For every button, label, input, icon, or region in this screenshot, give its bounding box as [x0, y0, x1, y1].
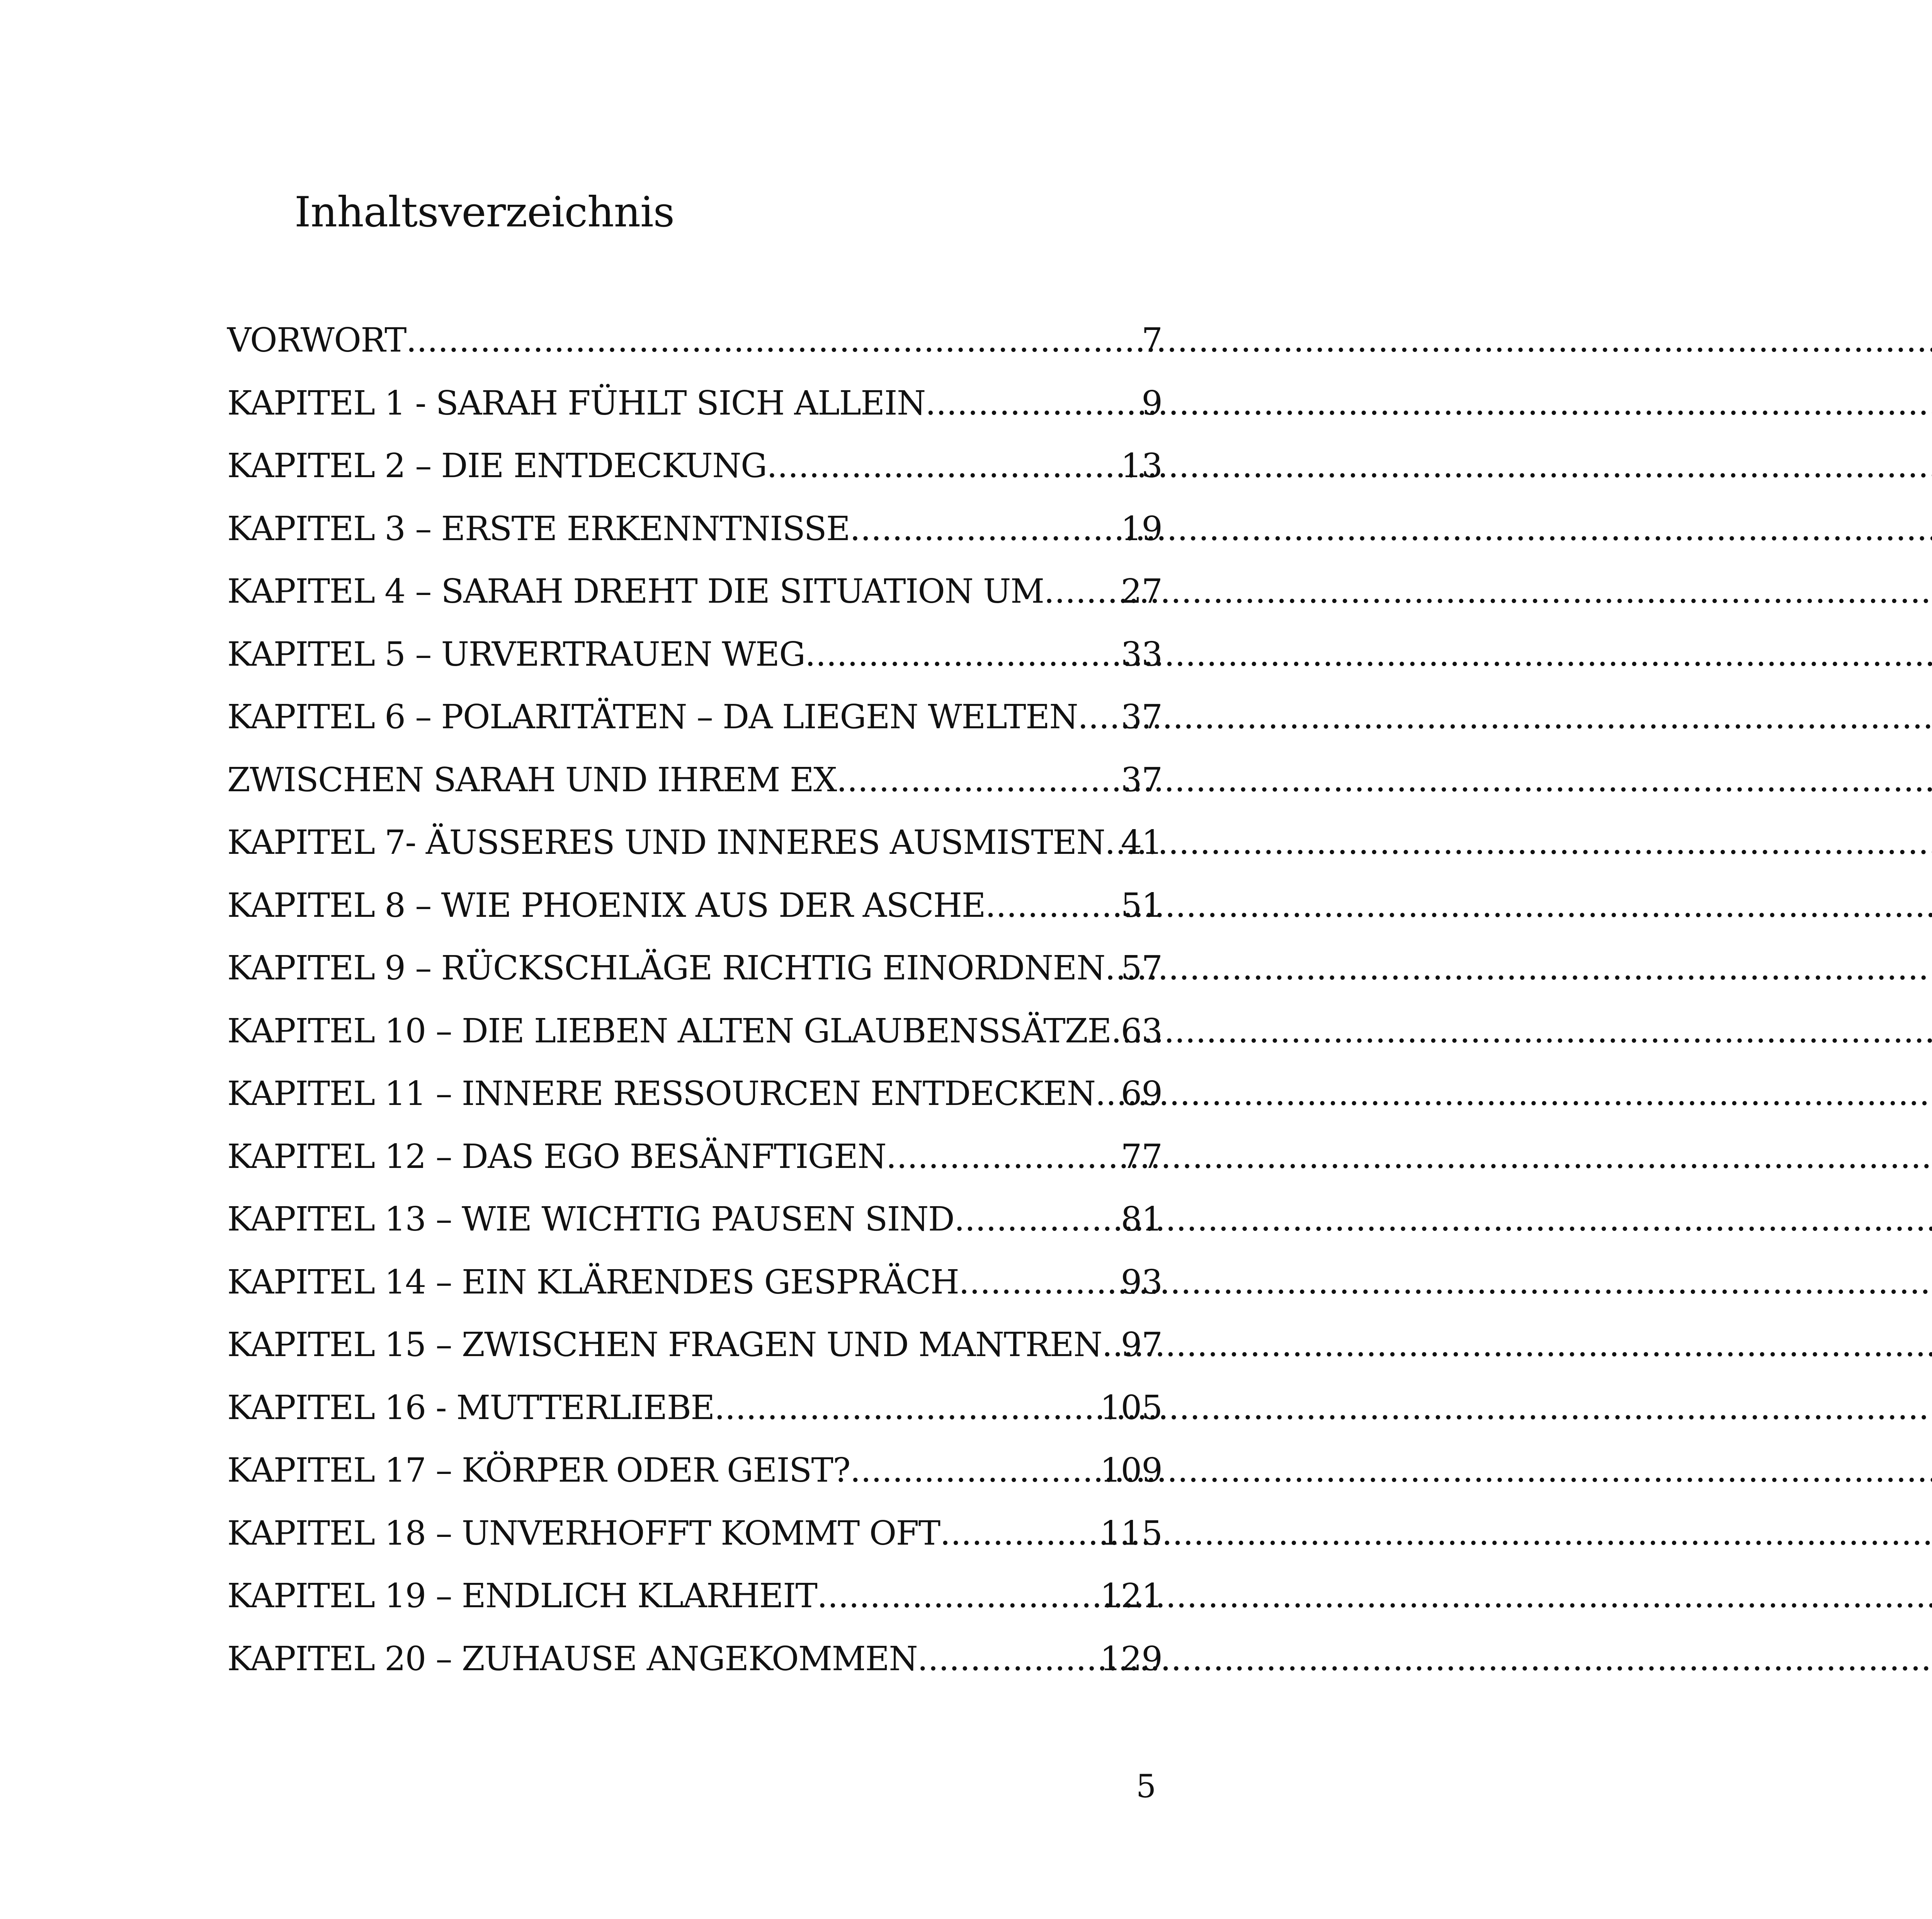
- toc-entry-page: 41: [1121, 823, 1162, 862]
- toc-entry[interactable]: [227, 435, 1162, 498]
- toc-entry-title: KAPITEL 15 – ZWISCHEN FRAGEN UND MANTREN: [227, 1326, 1102, 1364]
- table-of-contents: [227, 309, 1162, 1690]
- toc-entry-page: 37: [1121, 698, 1162, 736]
- toc-entry-title: KAPITEL 18 – UNVERHOFFT KOMMT OFT: [227, 1514, 940, 1553]
- toc-entry-page: 109: [1100, 1451, 1162, 1490]
- toc-entry-page: 33: [1121, 635, 1162, 674]
- toc-entry[interactable]: [227, 1000, 1162, 1063]
- toc-entry-page: 27: [1121, 572, 1162, 611]
- toc-entry-page: 7: [1141, 321, 1162, 360]
- toc-entry-title: KAPITEL 3 – ERSTE ERKENNTNISSE: [227, 509, 850, 548]
- toc-entry-page: 63: [1121, 1011, 1162, 1050]
- toc-entry[interactable]: [227, 749, 1162, 812]
- toc-entry-title: KAPITEL 10 – DIE LIEBEN ALTEN GLAUBENSSÄTZE: [227, 1011, 1111, 1050]
- dot-leader: [1078, 686, 1121, 749]
- toc-entry-page: 121: [1100, 1577, 1162, 1615]
- toc-entry-title: KAPITEL 5 – URVERTRAUEN WEG: [227, 635, 805, 674]
- toc-entry-title: VORWORT: [227, 321, 406, 360]
- toc-entry[interactable]: [227, 1628, 1162, 1691]
- toc-entry-title: KAPITEL 2 – DIE ENTDECKUNG: [227, 447, 767, 485]
- dot-leader: [1105, 811, 1121, 874]
- dot-leader: [886, 1125, 1121, 1188]
- dot-leader: [954, 1188, 1121, 1251]
- toc-entry-page: 97: [1121, 1326, 1162, 1364]
- toc-entry-title: KAPITEL 9 – RÜCKSCHLÄGE RICHTIG EINORDNEN: [227, 949, 1105, 988]
- toc-entry-title: KAPITEL 16 - MUTTERLIEBE: [227, 1388, 714, 1427]
- toc-entry[interactable]: [227, 937, 1162, 1000]
- toc-entry[interactable]: [227, 1314, 1162, 1377]
- dot-leader: [850, 498, 1121, 561]
- toc-entry-page: 37: [1121, 760, 1162, 799]
- toc-entry[interactable]: [227, 811, 1162, 874]
- toc-entry-title: KAPITEL 1 - SARAH FÜHLT SICH ALLEIN: [227, 384, 925, 423]
- dot-leader: [714, 1377, 1100, 1440]
- toc-entry-title: KAPITEL 14 – EIN KLÄRENDES GESPRÄCH: [227, 1263, 959, 1302]
- toc-entry[interactable]: [227, 372, 1162, 435]
- page-title: Inhaltsverzeichnis: [294, 188, 675, 236]
- dot-leader: [940, 1502, 1100, 1565]
- toc-entry[interactable]: [227, 1377, 1162, 1440]
- toc-entry-page: 105: [1100, 1388, 1162, 1427]
- toc-entry-title: KAPITEL 12 – DAS EGO BESÄNFTIGEN: [227, 1137, 886, 1176]
- dot-leader: [985, 874, 1121, 937]
- toc-entry[interactable]: [227, 1062, 1162, 1125]
- toc-entry-title: ZWISCHEN SARAH UND IHREM EX: [227, 760, 837, 799]
- dot-leader: [837, 749, 1121, 812]
- toc-entry-page: 69: [1121, 1074, 1162, 1113]
- dot-leader: [1095, 1062, 1121, 1125]
- toc-entry-page: 77: [1121, 1137, 1162, 1176]
- toc-entry-page: 13: [1121, 447, 1162, 485]
- dot-leader: [925, 372, 1142, 435]
- toc-entry-page: 19: [1121, 509, 1162, 548]
- dot-leader: [917, 1628, 1100, 1691]
- dot-leader: [767, 435, 1121, 498]
- toc-entry[interactable]: [227, 623, 1162, 686]
- page-number: 5: [1136, 1768, 1156, 1805]
- toc-entry-page: 81: [1121, 1200, 1162, 1239]
- toc-entry-page: 9: [1141, 384, 1162, 423]
- dot-leader: [1102, 1314, 1121, 1377]
- toc-entry[interactable]: [227, 498, 1162, 561]
- toc-entry-title: KAPITEL 4 – SARAH DREHT DIE SITUATION UM: [227, 572, 1044, 611]
- dot-leader: [406, 309, 1141, 372]
- toc-entry[interactable]: [227, 309, 1162, 372]
- dot-leader: [1105, 937, 1121, 1000]
- dot-leader: [1111, 1000, 1121, 1063]
- toc-entry-title: KAPITEL 17 – KÖRPER ODER GEIST?: [227, 1451, 850, 1490]
- toc-entry-page: 51: [1121, 886, 1162, 925]
- toc-entry-title: KAPITEL 20 – ZUHAUSE ANGEKOMMEN: [227, 1639, 918, 1678]
- toc-entry[interactable]: [227, 874, 1162, 937]
- toc-entry[interactable]: [227, 560, 1162, 623]
- toc-entry-title: KAPITEL 6 – POLARITÄTEN – DA LIEGEN WELTEN: [227, 698, 1078, 736]
- toc-entry-page: 129: [1100, 1639, 1162, 1678]
- toc-entry[interactable]: [227, 1188, 1162, 1251]
- toc-entry-title: KAPITEL 13 – WIE WICHTIG PAUSEN SIND: [227, 1200, 954, 1239]
- dot-leader: [959, 1251, 1121, 1314]
- dot-leader: [1044, 560, 1121, 623]
- toc-entry-page: 93: [1121, 1263, 1162, 1302]
- toc-entry[interactable]: [227, 1502, 1162, 1565]
- toc-entry-page: 57: [1121, 949, 1162, 988]
- dot-leader: [805, 623, 1121, 686]
- toc-entry[interactable]: [227, 1251, 1162, 1314]
- toc-entry[interactable]: [227, 1439, 1162, 1502]
- dot-leader: [817, 1565, 1100, 1628]
- toc-entry-title: KAPITEL 11 – INNERE RESSOURCEN ENTDECKEN: [227, 1074, 1095, 1113]
- toc-entry-page: 115: [1100, 1514, 1162, 1553]
- toc-entry-title: KAPITEL 19 – ENDLICH KLARHEIT: [227, 1577, 817, 1615]
- dot-leader: [850, 1439, 1100, 1502]
- toc-entry-title: KAPITEL 8 – WIE PHOENIX AUS DER ASCHE: [227, 886, 985, 925]
- toc-entry[interactable]: [227, 1565, 1162, 1628]
- toc-entry[interactable]: [227, 686, 1162, 749]
- toc-entry-title: KAPITEL 7- ÄUSSERES UND INNERES AUSMISTEN: [227, 823, 1105, 862]
- toc-entry[interactable]: [227, 1125, 1162, 1188]
